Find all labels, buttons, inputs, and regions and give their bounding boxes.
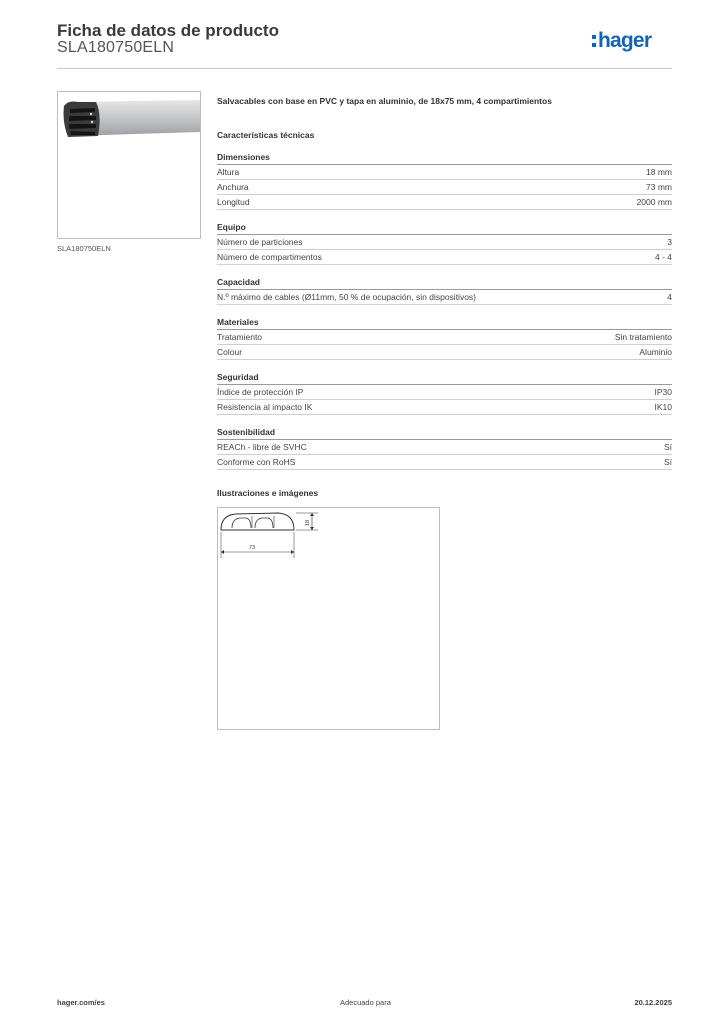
height-dimension-label: 18 xyxy=(305,519,311,527)
spec-value: Aluminio xyxy=(639,347,672,357)
group-title: Materiales xyxy=(217,317,672,330)
spec-row xyxy=(217,440,672,455)
illustrations-heading: Ilustraciones e imágenes xyxy=(217,488,319,498)
spec-label: Longitud xyxy=(217,197,250,207)
spec-value: 3 xyxy=(667,237,672,247)
group-sostenibilidad xyxy=(217,427,672,470)
spec-value: Sí xyxy=(663,457,672,467)
group-dimensiones xyxy=(217,152,672,210)
spec-label: REACh - libre de SVHC xyxy=(217,442,307,452)
spec-row xyxy=(217,290,672,305)
spec-label: Anchura xyxy=(217,182,249,192)
spec-value: IP30 xyxy=(654,387,672,397)
spec-row xyxy=(217,165,672,180)
product-image-caption: SLA180750ELN xyxy=(57,244,111,253)
footer-website: hager.com/es xyxy=(57,998,105,1007)
width-dimension-label: 73 xyxy=(248,545,256,551)
spec-label: Número de compartimentos xyxy=(217,252,322,262)
group-capacidad xyxy=(217,277,672,305)
spec-value: Sin tratamiento xyxy=(614,332,672,342)
spec-label: Resistencia al impacto IK xyxy=(217,402,313,412)
product-reference: SLA180750ELN xyxy=(57,39,175,56)
spec-label: Índice de protección IP xyxy=(217,387,304,397)
group-materiales xyxy=(217,317,672,360)
spec-value: 18 mm xyxy=(646,167,672,177)
spec-value: IK10 xyxy=(654,402,672,412)
hager-logo xyxy=(592,26,676,58)
spec-row xyxy=(217,180,672,195)
group-title: Sostenibilidad xyxy=(217,427,672,440)
product-description: Salvacables con base en PVC y tapa en aluminio, de 18x75 mm, 4 compartimientos xyxy=(217,96,552,106)
page-title: Ficha de datos de producto xyxy=(57,21,279,40)
spec-row xyxy=(217,455,672,470)
spec-value: 4 - 4 xyxy=(654,252,672,262)
group-seguridad xyxy=(217,372,672,415)
spec-row xyxy=(217,385,672,400)
spec-value: 4 xyxy=(667,292,672,302)
group-title: Equipo xyxy=(217,222,672,235)
spec-label: Altura xyxy=(217,167,240,177)
group-title: Capacidad xyxy=(217,277,672,290)
product-image xyxy=(57,91,201,239)
footer-date: 20.12.2025 xyxy=(634,998,672,1007)
spec-label: N.º máximo de cables (Ø11mm, 50 % de ocupación, sin dispositivos) xyxy=(217,292,477,302)
spec-row xyxy=(217,330,672,345)
spec-row xyxy=(217,195,672,210)
brand-name: hager xyxy=(598,29,652,52)
group-title: Dimensiones xyxy=(217,152,672,165)
spec-label: Colour xyxy=(217,347,243,357)
spec-row xyxy=(217,345,672,360)
spec-label: Número de particiones xyxy=(217,237,303,247)
spec-section xyxy=(217,96,672,470)
spec-label: Conforme con RoHS xyxy=(217,457,296,467)
header-divider xyxy=(57,68,672,69)
spec-row xyxy=(217,250,672,265)
spec-value: 73 mm xyxy=(646,182,672,192)
spec-value: 2000 mm xyxy=(636,197,672,207)
group-equipo xyxy=(217,222,672,265)
footer-suitable-for: Adecuado para xyxy=(340,998,391,1007)
dimension-drawing xyxy=(217,507,440,730)
tech-heading: Características técnicas xyxy=(217,130,315,140)
spec-row xyxy=(217,235,672,250)
spec-label: Tratamiento xyxy=(217,332,263,342)
spec-row xyxy=(217,400,672,415)
spec-value: Sí xyxy=(663,442,672,452)
group-title: Seguridad xyxy=(217,372,672,385)
